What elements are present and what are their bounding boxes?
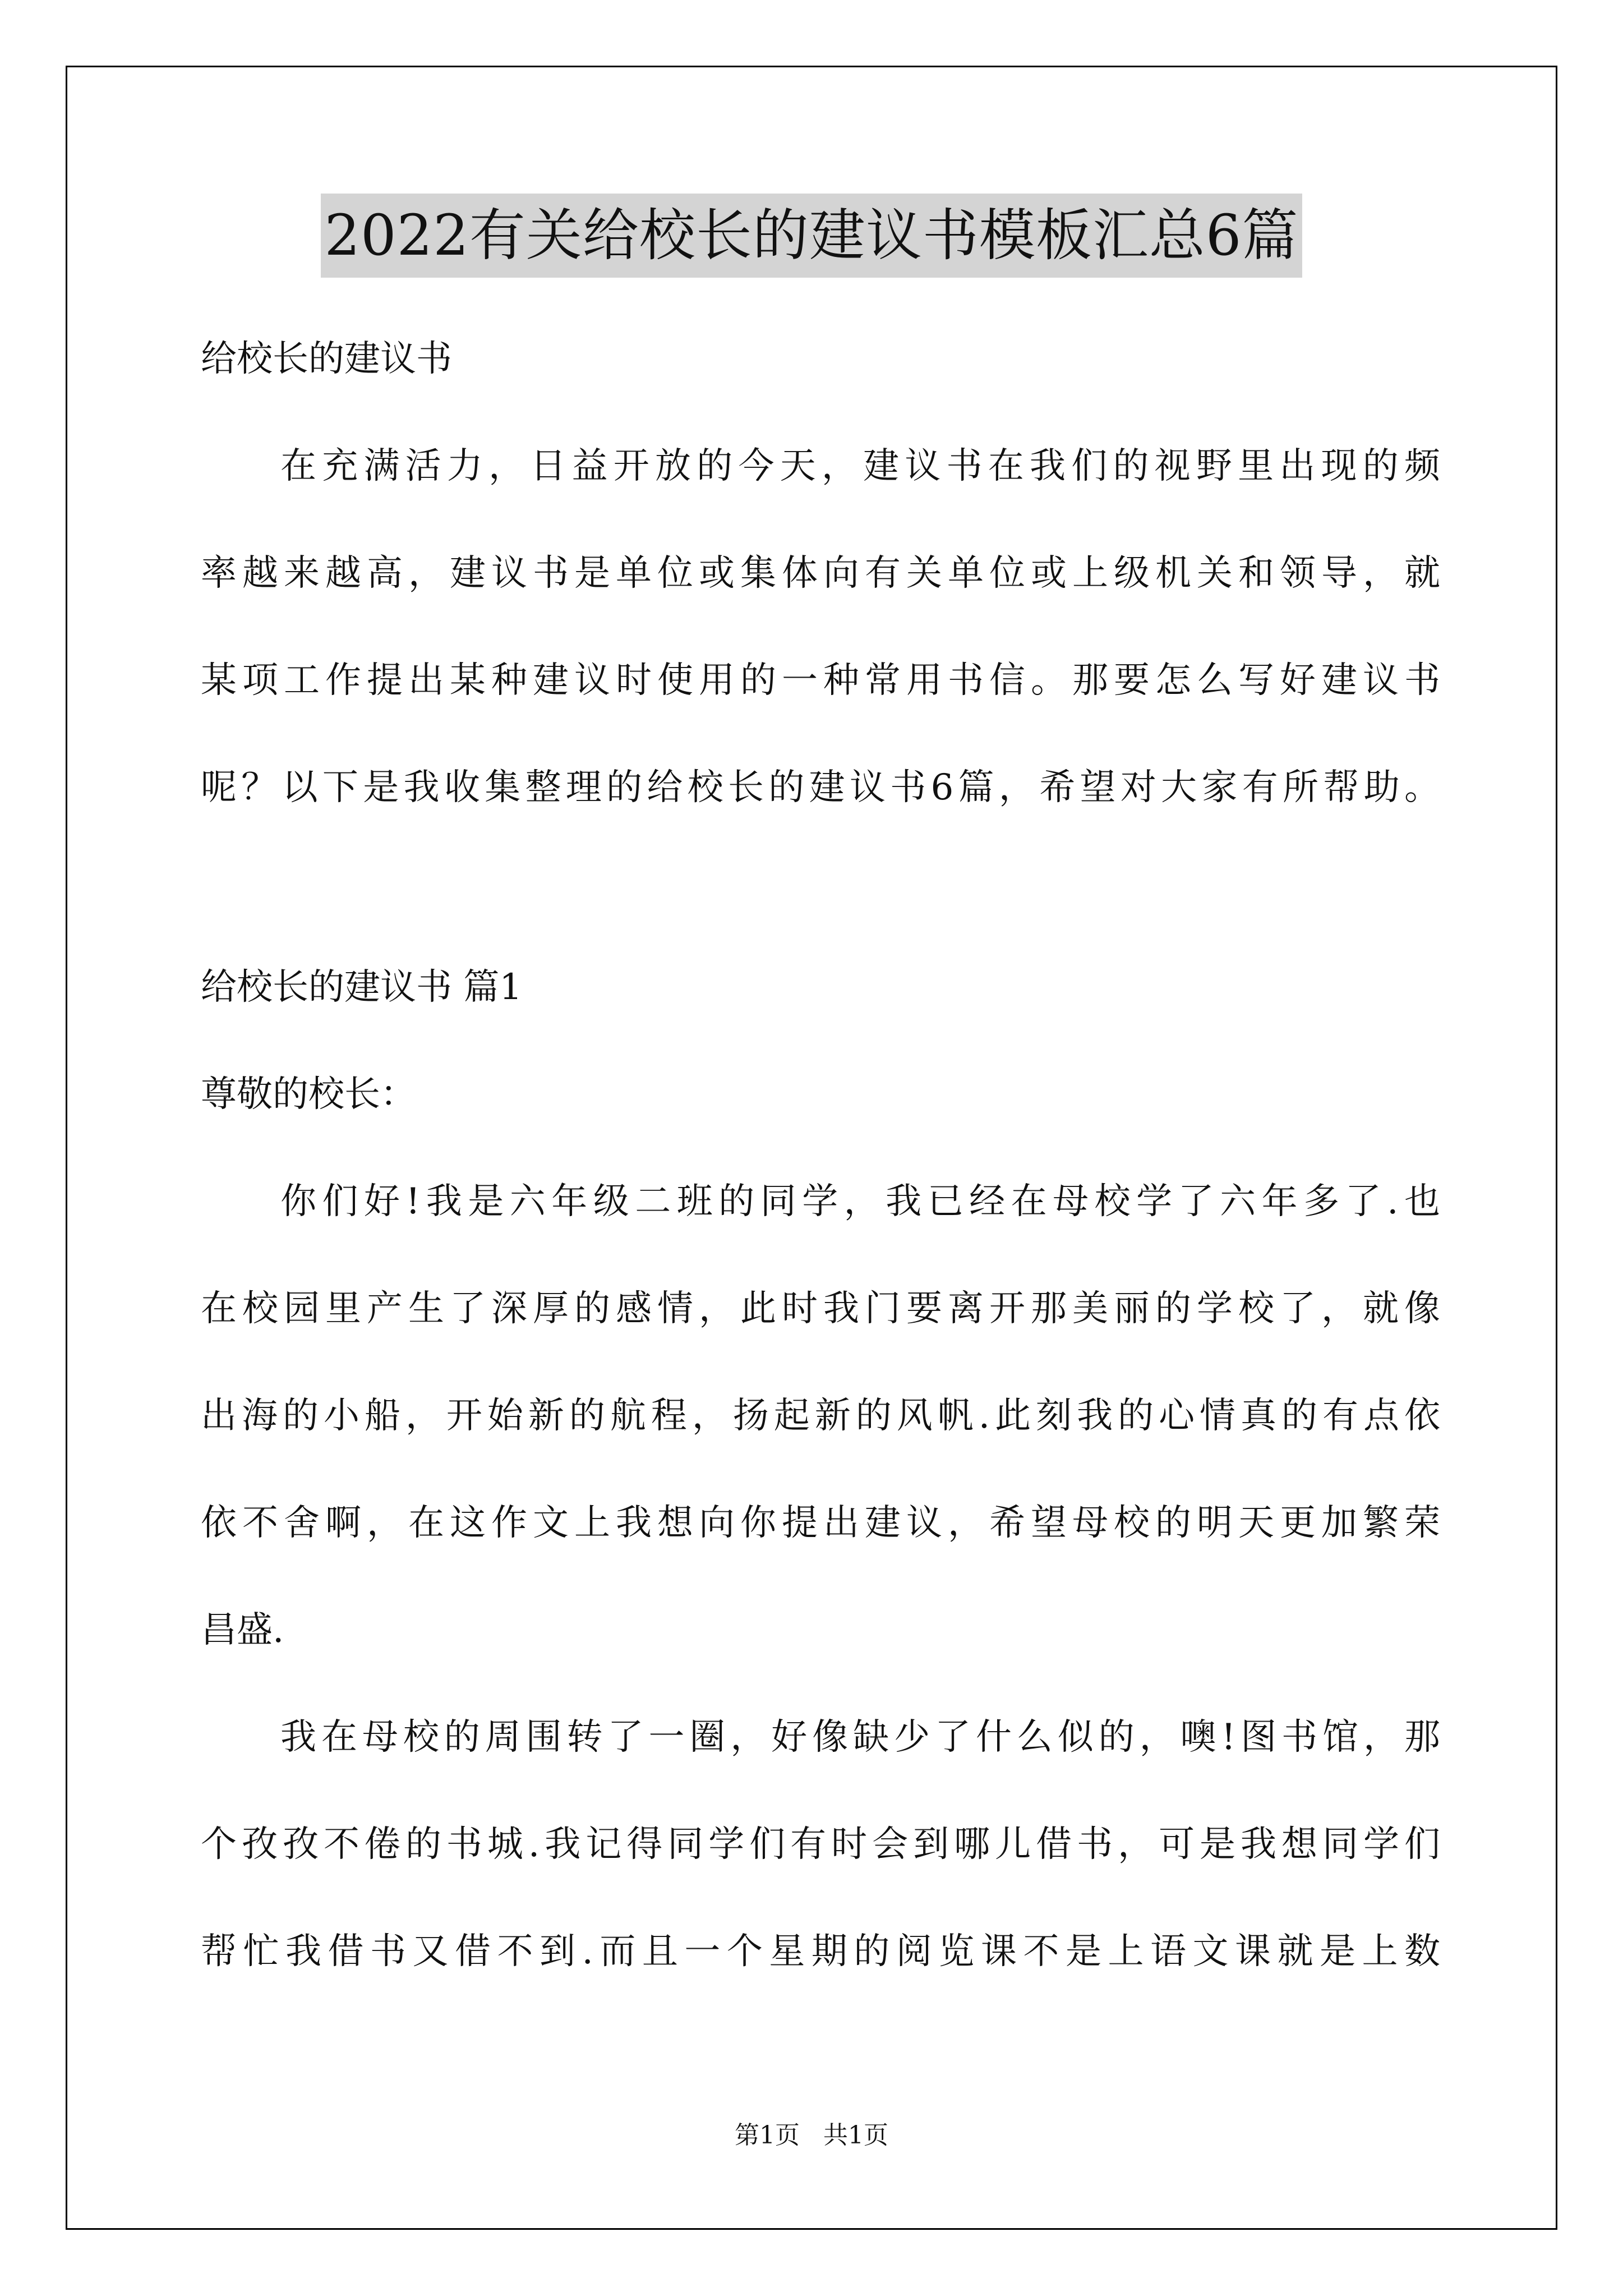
body-line: 在校园里产生了深厚的感情，此时我门要离开那美丽的学校了，就像: [201, 1288, 1440, 1329]
intro-line: 在充满活力，日益开放的今天，建议书在我们的视野里出现的频: [280, 445, 1440, 487]
body-line: 帮忙我借书又借不到.而且一个星期的阅览课不是上语文课就是上数: [201, 1931, 1440, 1972]
paragraph-gap: [201, 841, 1440, 934]
salutation: 尊敬的校长：: [201, 1074, 416, 1115]
section-heading: 给校长的建议书 篇1: [201, 967, 523, 1008]
document-title: 2022有关给校长的建议书模板汇总6篇: [321, 194, 1302, 278]
title-container: [0, 194, 1623, 278]
body-line: 出海的小船，开始新的航程，扬起新的风帆.此刻我的心情真的有点依: [201, 1395, 1440, 1437]
page-footer: 第1页 共1页: [735, 2121, 888, 2150]
intro-heading: 给校长的建议书: [201, 338, 452, 380]
document-body: [201, 306, 1440, 2005]
body-line: 我在母校的周围转了一圈，好像缺少了什么似的，噢!图书馆，那: [280, 1717, 1440, 1758]
intro-line: 率越来越高，建议书是单位或集体向有关单位或上级机关和领导，就: [201, 553, 1440, 594]
intro-line: 呢？以下是我收集整理的给校长的建议书6篇，希望对大家有所帮助。: [201, 767, 1440, 808]
intro-line: 某项工作提出某种建议时使用的一种常用书信。那要怎么写好建议书: [201, 660, 1440, 701]
body-line: 你们好!我是六年级二班的同学，我已经在母校学了六年多了.也: [280, 1181, 1440, 1222]
body-line: 个孜孜不倦的书城.我记得同学们有时会到哪儿借书，可是我想同学们: [201, 1824, 1440, 1865]
body-line: 昌盛.: [201, 1609, 284, 1651]
body-line: 依不舍啊，在这作文上我想向你提出建议，希望母校的明天更加繁荣: [201, 1502, 1440, 1544]
